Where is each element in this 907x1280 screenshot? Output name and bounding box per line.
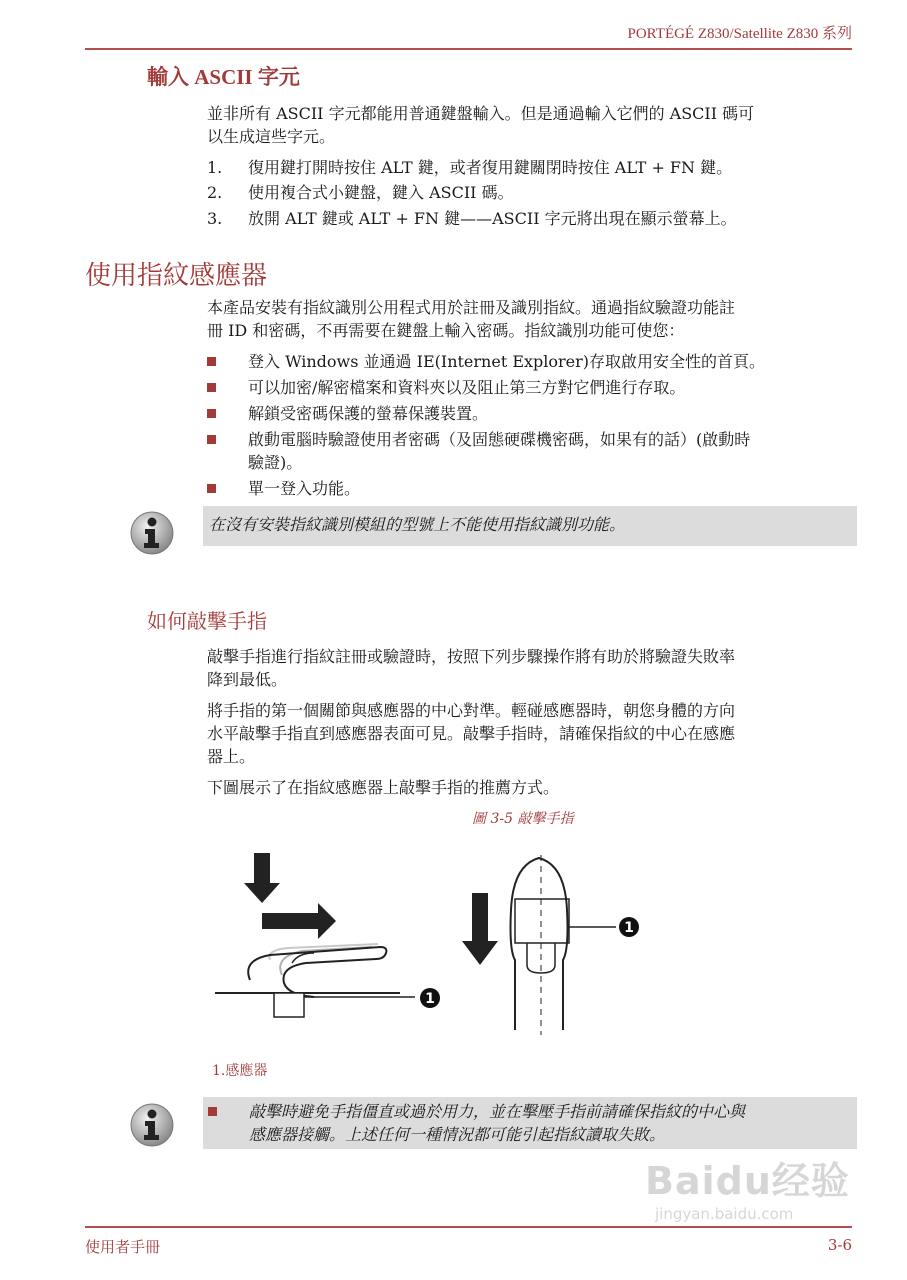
running-header: PORTÉGÉ Z830/Satellite Z830 系列 [627,26,852,42]
sensor-icon [274,993,304,1017]
bullet-square [207,357,216,366]
step-text: 復用鍵打開時按住 ALT 鍵，或者復用鍵關閉時按住 ALT + FN 鍵。 [248,158,733,177]
note-line: 感應器接觸。上述任何一種情況都可能引起指紋讀取失敗。 [249,1125,666,1144]
step-number: 1. [207,158,223,177]
figure-caption: 圖 3-5 敲擊手指 [472,811,574,827]
section-heading-ascii: 輸入 ASCII 字元 [147,65,300,89]
step-number: 3. [207,209,223,228]
footer-rule [85,1226,852,1228]
swipe-para2-line: 器上。 [207,747,256,766]
fingerprint-bullet [207,402,857,425]
swipe-para2-line: 水平敲擊手指直到感應器表面可見。敲擊手指時，請確保指紋的中心在感應 [207,724,736,743]
fingerprint-intro [207,296,857,342]
swipe-para1 [207,645,857,691]
ascii-step [207,207,857,230]
fingerprint-intro-line: 本產品安裝有指紋識別公用程式用於註冊及識別指紋。通過指紋驗證功能註 [207,298,736,317]
watermark-brand: Baidu经验 [645,1159,850,1203]
bullet-text: 啟動電腦時驗證使用者密碼（及固態硬碟機密碼，如果有的話）(啟動時 [248,430,751,449]
bullet-square [207,409,216,418]
ascii-intro-line: 以生成這些字元。 [207,127,336,146]
fingerprint-bullet [207,350,857,373]
bullet-text: 驗證)。 [248,453,303,472]
bullet-text: 登入 Windows 並通過 IE(Internet Explorer)存取啟用安全性的首頁。 [248,352,766,371]
finger-front-outline [511,858,568,1030]
finger-swipe-figure [210,835,650,1035]
note-line: 敲擊時避免手指僵直或過於用力，並在擊壓手指前請確保指紋的中心與 [249,1102,746,1121]
step-text: 放開 ALT 鍵或 ALT + FN 鍵——ASCII 字元將出現在顯示螢幕上。 [248,209,737,228]
info-icon [130,1103,174,1147]
arrow-down-icon [462,893,498,965]
fingerprint-intro-line: 冊 ID 和密碼，不再需要在鍵盤上輸入密碼。指紋識別功能可使您： [207,321,685,340]
sensor-outline [515,899,569,943]
ascii-step [207,156,857,179]
bullet-square [207,484,216,493]
arrow-right-icon [262,903,336,939]
bullet-text: 可以加密/解密檔案和資料夾以及阻止第三方對它們進行存取。 [248,378,686,397]
note-box [203,506,857,546]
bullet-text: 解鎖受密碼保護的螢幕保護裝置。 [248,404,489,423]
swipe-para1-line: 敲擊手指進行指紋註冊或驗證時，按照下列步驟操作將有助於將驗證失敗率 [207,647,736,666]
swipe-para2-line: 將手指的第一個關節與感應器的中心對準。輕碰感應器時，朝您身體的方向 [207,701,736,720]
fingernail-line [292,953,314,963]
arrow-down-icon [244,853,280,903]
section-heading-fingerprint: 使用指紋感應器 [85,261,268,291]
note-box [203,1097,857,1149]
figure-legend: 1.感應器 [212,1063,268,1079]
footer-title: 使用者手冊 [85,1238,161,1256]
swipe-para1-line: 降到最低。 [207,670,288,689]
info-icon [130,511,174,555]
page-number: 3-6 [827,1236,852,1254]
section-heading-swipe: 如何敲擊手指 [147,609,267,633]
swipe-para3: 下圖展示了在指紋感應器上敲擊手指的推薦方式。 [207,778,560,797]
bullet-square [207,383,216,392]
note-text: 在沒有安裝指紋識別模組的型號上不能使用指紋識別功能。 [209,515,626,534]
watermark-url: jingyan.baidu.com [655,1205,794,1223]
ascii-intro-line: 並非所有 ASCII 字元都能用普通鍵盤輸入。但是通過輸入它們的 ASCII 碼可 [207,104,755,123]
fingerprint-bullet [207,376,857,399]
ascii-intro [207,102,857,148]
callout-number-right: 1 [624,920,634,936]
fingerprint-bullet [207,428,857,474]
callout-number-left: 1 [425,991,435,1007]
ascii-step [207,181,857,204]
header-rule [85,48,852,50]
bullet-square [207,435,216,444]
finger-outline [248,947,386,997]
swipe-para2 [207,699,857,768]
step-number: 2. [207,183,223,202]
watermark [645,1150,850,1223]
note-text [249,1100,745,1146]
fingerprint-bullet [207,477,857,500]
step-text: 使用複合式小鍵盤，鍵入 ASCII 碼。 [248,183,514,202]
bullet-square [208,1107,217,1116]
bullet-text: 單一登入功能。 [248,479,361,498]
